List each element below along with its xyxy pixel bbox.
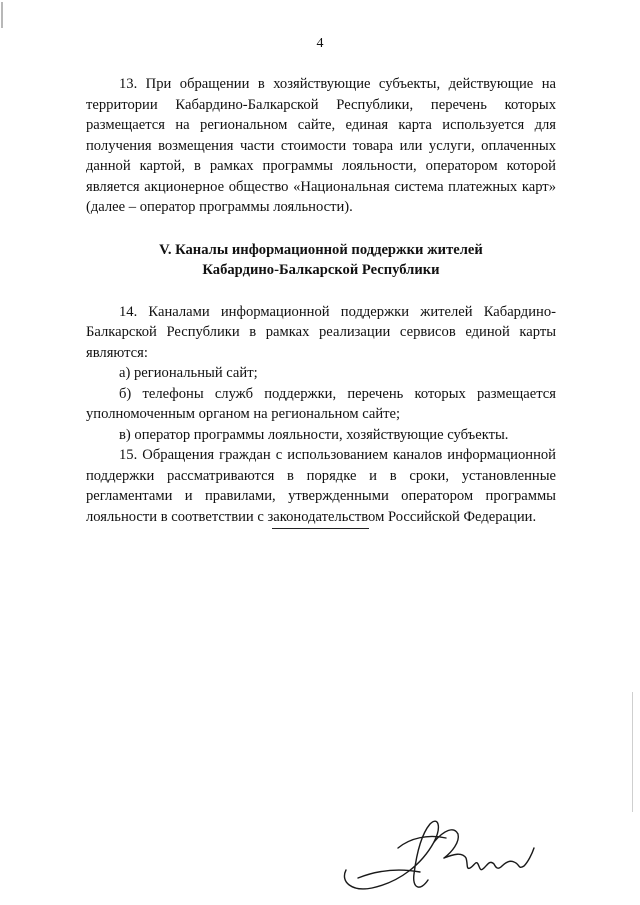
scan-edge-mark <box>632 692 633 812</box>
page-number: 4 <box>316 36 324 51</box>
list-item-c: в) оператор программы лояльности, хозяйствующие субъекты. <box>119 426 509 443</box>
document-body <box>86 74 556 527</box>
scan-edge-mark <box>1 2 3 28</box>
list-item-a: а) региональный сайт; <box>119 365 258 381</box>
paragraph-14: 14. Каналами информационной поддержки жителей Кабардино-Балкарской Республики в рамках реализации сервисов единой карты являются: <box>86 303 556 361</box>
paragraph-13: 13. При обращении в хозяйствующие субъекты, действующие на территории Кабардино-Балкарской Республики, перечень которых размещается на региональном сайте, единая карта используется для получения возмещения части стоимости товара или услуги, оплаченных данной картой, в рамках программы лояльности, оператором которой является акционерное общество «Национальная система платежных карт» (далее – оператор программы лояльности). <box>86 76 556 215</box>
list-item-b: б) телефоны служб поддержки, перечень которых размещается уполномоченным органом на региональном сайте; <box>86 385 556 422</box>
section-heading-line2: Кабардино-Балкарской Республики <box>202 261 440 278</box>
end-divider-line <box>272 528 369 529</box>
paragraph-15: 15. Обращения граждан с использованием каналов информационной поддержки рассматриваются в порядке и в сроки, установленные регламентами и правилами, утвержденными оператором программы лояльности в соответствии с законодательством Российской Федерации. <box>86 447 556 525</box>
section-heading-line1: V. Каналы информационной поддержки жителей <box>159 241 483 258</box>
handwritten-signature <box>338 808 538 903</box>
section-heading <box>86 240 556 280</box>
